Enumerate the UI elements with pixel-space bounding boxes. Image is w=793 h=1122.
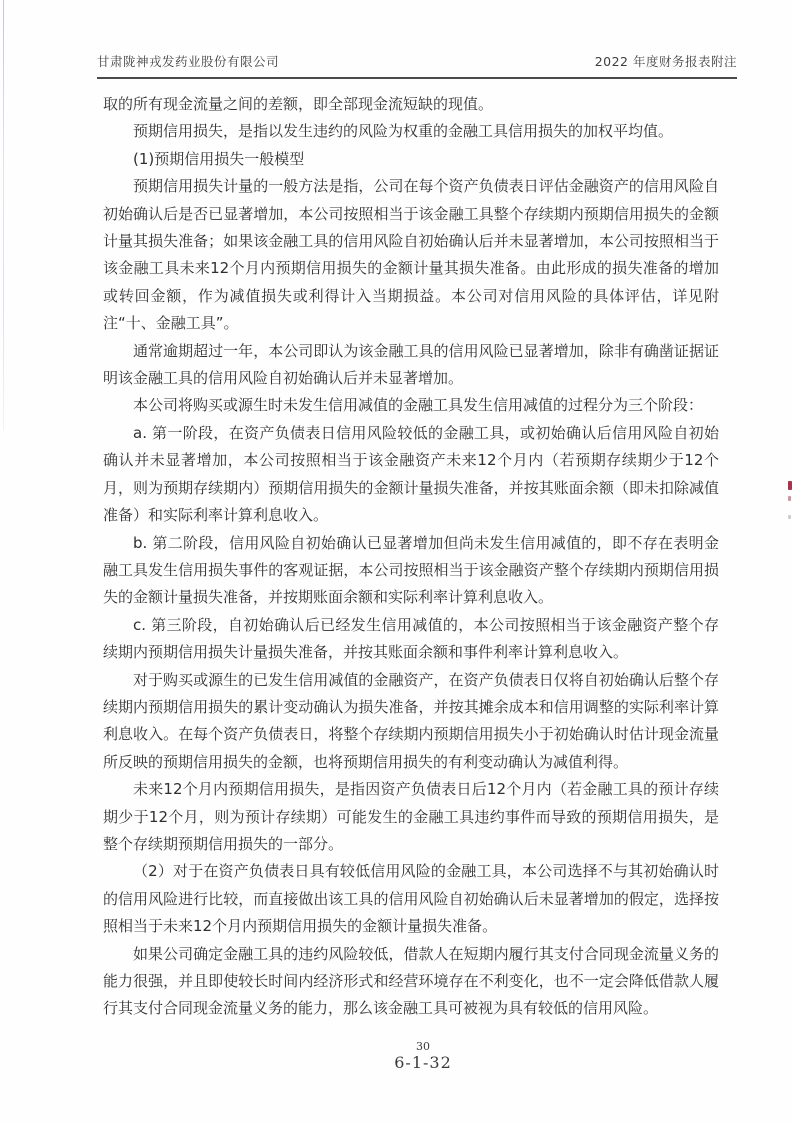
paragraph: (1)预期信用损失一般模型 bbox=[133, 149, 305, 168]
header-company-name: 甘肃陇神戎发药业股份有限公司 bbox=[97, 54, 280, 69]
red-ink-mark bbox=[788, 496, 791, 501]
header-report-title: 2022 年度财务报表附注 bbox=[594, 54, 737, 69]
page-footer bbox=[103, 1040, 743, 1073]
paragraph: c. 第三阶段，自初始确认后已经发生信用减值的，本公司按照相当于该金融资产整个存续期内预期信用损失计量损失准备，并按其账面余额和事件利率计算利息收入。 bbox=[103, 615, 719, 662]
paragraph: （2）对于在资产负债表日具有较低信用风险的金融工具，本公司选择不与其初始确认时的信用风险进行比较，而直接做出该工具的信用风险自初始确认后未显著增加的假定，选择按照相当于未来12个月内预期信用损失的金额计量损失准备。 bbox=[103, 862, 719, 936]
paragraph: 取的所有现金流量之间的差额，即全部现金流短缺的现值。 bbox=[103, 95, 494, 113]
paragraph: 未来12个月内预期信用损失，是指因资产负债表日后12个月内（若金融工具的预计存续期少于12个月，则为预计存续期）可能发生的金融工具违约事件而导致的预期信用损失，是整个存续期预期信用损失的一部分。 bbox=[103, 780, 719, 853]
page-code: 6-1-32 bbox=[394, 1053, 452, 1072]
paragraph: a. 第一阶段，在资产负债表日信用风险较低的金融工具，或初始确认后信用风险自初始确认并未显著增加，本公司按照相当于该金融资产未来12个月内（若预期存续期少于12个月，则为预期存续期内）预期信用损失的金额计量损失准备，并按其账面余额（即未扣除减值准备）和实际利率计算利息收入。 bbox=[103, 423, 719, 525]
paragraph: 本公司将购买或源生时未发生信用减值的金融工具发生信用减值的过程分为三个阶段： bbox=[133, 396, 704, 415]
paragraph: 通常逾期超过一年，本公司即认为该金融工具的信用风险已显著增加，除非有确凿证据证明该金融工具的信用风险自初始确认后并未显著增加。 bbox=[103, 341, 719, 388]
paragraph: 预期信用损失，是指以发生违约的风险为权重的金融工具信用损失的加权平均值。 bbox=[133, 122, 674, 141]
scan-artifact-left-edge bbox=[3, 0, 4, 430]
scan-speck bbox=[788, 515, 791, 519]
red-ink-mark bbox=[788, 481, 792, 490]
page-number: 30 bbox=[416, 1040, 430, 1053]
paragraph: b. 第二阶段，信用风险自初始确认已显著增加但尚未发生信用减值的，即不存在表明金融工具发生信用损失事件的客观证据，本公司按照相当于该金融资产整个存续期内预期信用损失的金额计量损失准备，并按期账面余额和实际利率计算利息收入。 bbox=[103, 533, 719, 607]
paragraph: 对于购买或源生的已发生信用减值的金融资产，在资产负债表日仅将自初始确认后整个存续期内预期信用损失的累计变动确认为损失准备，并按其摊余成本和信用调整的实际利率计算利息收入。在每个资产负债表日，将整个存续期内预期信用损失小于初始确认时估计现金流量所反映的预期信用损失的金额，也将预期信用损失的有利变动确认为减值利得。 bbox=[103, 670, 719, 771]
paragraph: 如果公司确定金融工具的违约风险较低，借款人在短期内履行其支付合同现金流量义务的能力很强，并且即使较长时间内经济形式和经营环境存在不利变化，也不一定会降低借款人履行其支付合同现金流量义务的能力，那么该金融工具可被视为具有较低的信用风险。 bbox=[103, 944, 719, 1018]
page-header bbox=[97, 52, 737, 79]
document-body bbox=[103, 91, 719, 1023]
paragraph: 预期信用损失计量的一般方法是指，公司在每个资产负债表日评估金融资产的信用风险自初始确认后是否已显著增加，本公司按照相当于该金融工具整个存续期内预期信用损失的金额计量其损失准备；如果该金融工具的信用风险自初始确认后并未显著增加，本公司按照相当于该金融工具未来12个月内预期信用损失的金额计量其损失准备。由此形成的损失准备的增加或转回金额，作为减值损失或利得计入当期损益。本公司对信用风险的具体评估，详见附注“十、金融工具”。 bbox=[103, 177, 719, 333]
